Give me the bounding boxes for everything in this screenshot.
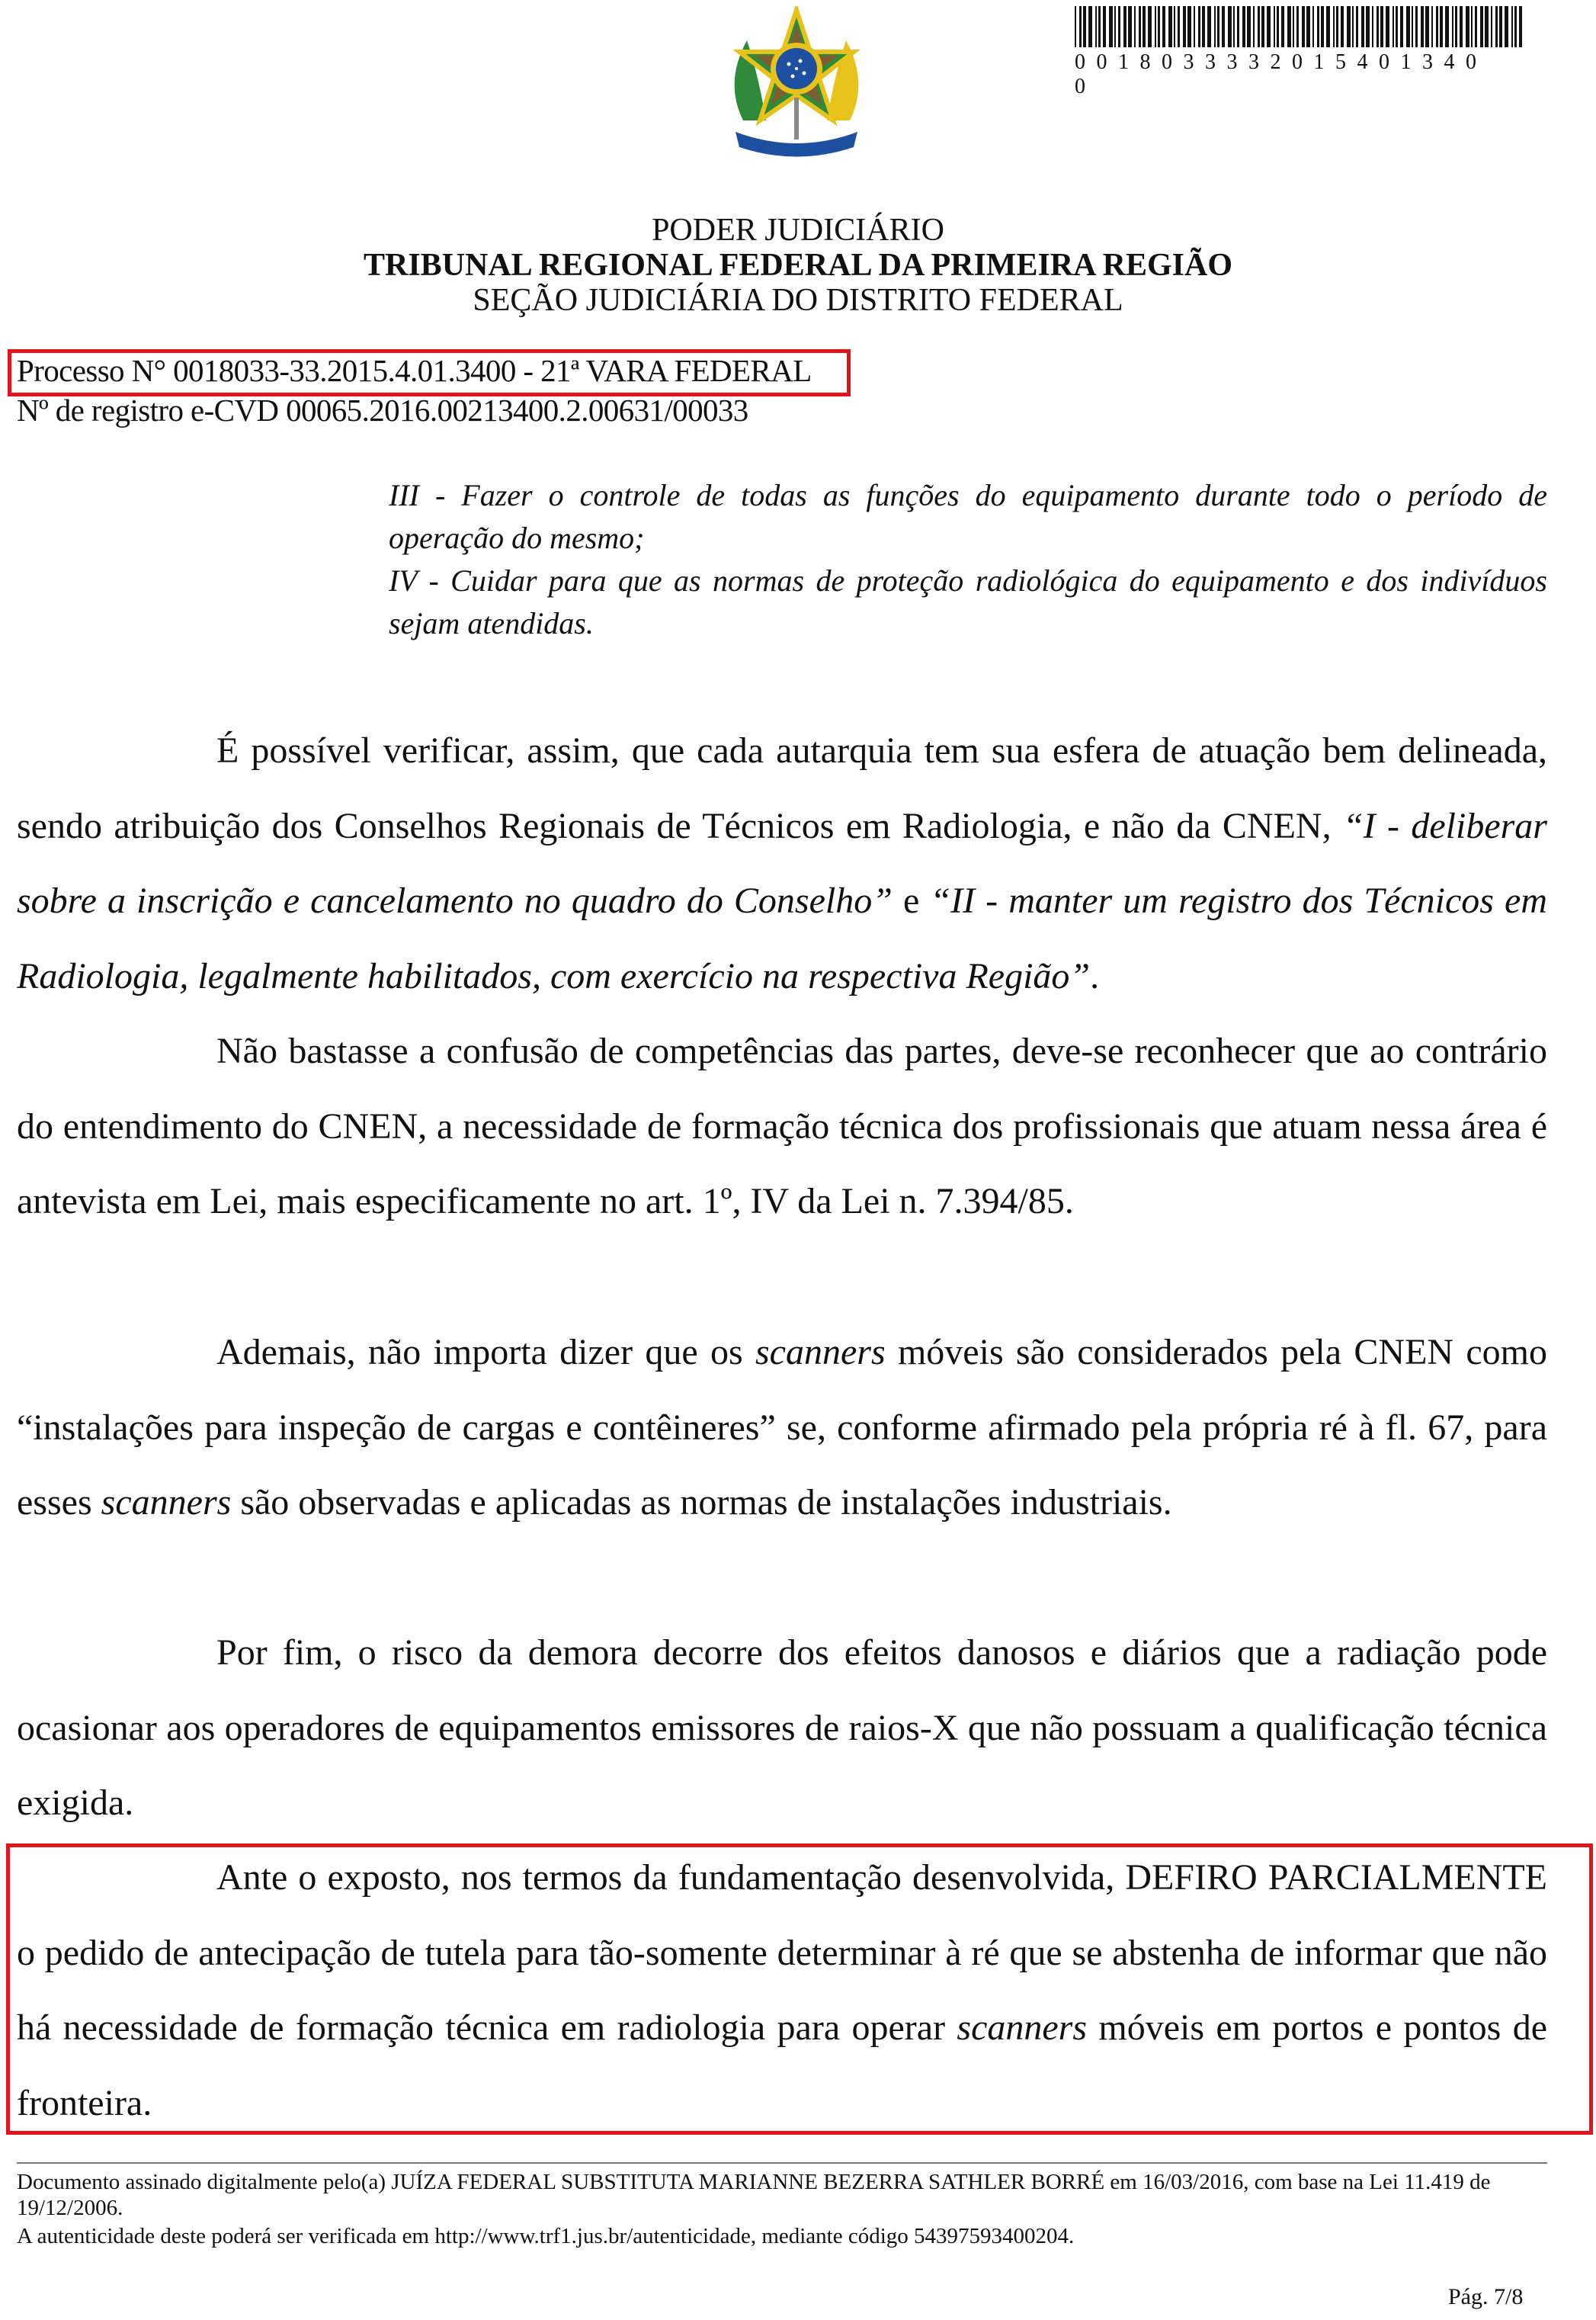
page-number: Pág. 7/8 xyxy=(1448,2284,1524,2309)
footer-signature: Documento assinado digitalmente pelo(a) JUÍZA FEDERAL SUBSTITUTA MARIANNE BEZERRA SATHLER BORRÉ em 16/03/2016, com base na Lei 11.419 de 19/12/2006. xyxy=(17,2170,1491,2220)
barcode-bar xyxy=(1202,6,1205,47)
barcode-bar xyxy=(1380,6,1383,47)
p1-text-c: e xyxy=(892,881,931,921)
barcode-bar xyxy=(1083,6,1086,47)
barcode-bar xyxy=(1436,6,1438,47)
barcode-bar xyxy=(1079,6,1082,47)
p5-text-c: móveis em portos e pontos de fronteira. xyxy=(17,2007,1547,2123)
barcode-bar xyxy=(1460,6,1463,47)
decision-highlight-box xyxy=(6,1843,1593,2135)
barcode-bar xyxy=(1075,6,1076,47)
barcode-bar xyxy=(1455,6,1457,47)
paragraph-scanners xyxy=(17,1315,1547,1541)
barcode-bar xyxy=(1336,6,1338,47)
quote-item-iii: III - Fazer o controle de todas as funções do equipamento durante todo o período de xyxy=(389,478,1547,512)
barcode-bar xyxy=(1178,6,1180,47)
p5-text-a: Ante o exposto, nos termos da fundamentação desenvolvida, DEFIRO PARCIALMENTE o pedido de antecipação de tutela para tão-somente determinar à ré que se abstenha de informar que não há necessidade de formação técnica em radiologia para operar xyxy=(17,1857,1547,2048)
barcode-bar xyxy=(1214,6,1216,47)
barcode-bar xyxy=(1406,6,1410,47)
p1-text-e: . xyxy=(1090,955,1100,996)
header-court-section: SEÇÃO JUDICIÁRIA DO DISTRITO FEDERAL xyxy=(473,283,1123,318)
barcode-bar xyxy=(1415,6,1418,47)
quote-item-iv: IV - Cuidar para que as normas de proteção radiológica do equipamento e dos indivíduos xyxy=(389,563,1547,598)
paragraph-competences xyxy=(17,714,1547,1014)
barcode-bar xyxy=(1155,6,1156,47)
barcode-bar xyxy=(1326,6,1330,47)
barcode-bar xyxy=(1281,6,1284,47)
barcode-bar xyxy=(1321,6,1324,47)
registry-number: Nº de registro e-CVD 00065.2016.00213400.2.00631/00033 xyxy=(17,393,748,428)
barcode-bar xyxy=(1392,6,1394,47)
barcode-bar xyxy=(1421,6,1424,47)
barcode-bar xyxy=(1198,6,1200,47)
barcode-bar xyxy=(1088,6,1092,47)
header-court-name: TRIBUNAL REGIONAL FEDERAL DA PRIMEIRA REGIÃO xyxy=(363,248,1233,283)
p3-text-c: móveis são considerados pela CNEN como “instalações para inspeção de cargas e contêineres” se, conforme afirmado pela própria ré à fl. 67, para esses xyxy=(17,1332,1547,1523)
barcode-bar xyxy=(1128,6,1132,47)
barcode-bar xyxy=(1317,6,1319,47)
barcode-bar xyxy=(1118,6,1120,47)
barcode-bar xyxy=(1356,6,1358,47)
barcode-number: 0018033332015401340 0 xyxy=(1075,50,1488,98)
barcode-bar xyxy=(1237,6,1239,47)
barcode-bar xyxy=(1519,6,1522,47)
barcode-bar xyxy=(1267,6,1271,47)
barcode-bar xyxy=(1222,6,1225,47)
p1-text-a: É possível verificar, assim, que cada autarquia tem sua esfera de atuação bem delineada, sendo atribuição dos Conselhos Regionais de Técnicos em Radiologia, e não da CNEN, xyxy=(17,730,1547,846)
barcode-bar xyxy=(1098,6,1101,47)
quote-item-iii-cont: operação do mesmo; xyxy=(389,521,645,555)
barcode-bar xyxy=(1103,6,1106,47)
barcode-bar xyxy=(1148,6,1152,47)
barcode-bar xyxy=(1366,6,1370,47)
p3-scanners-1: scanners xyxy=(755,1332,886,1372)
barcode-bar xyxy=(1194,6,1195,47)
barcode-bar xyxy=(1187,6,1191,47)
barcode-bar xyxy=(1296,6,1299,47)
barcode-bar xyxy=(1287,6,1291,47)
barcode-bar xyxy=(1352,6,1354,47)
barcode-bar xyxy=(1134,6,1136,47)
barcode-bar xyxy=(1247,6,1251,47)
barcode-bar xyxy=(1475,6,1477,47)
barcode-bar xyxy=(1386,6,1389,47)
barcode-bar xyxy=(1505,6,1508,47)
barcode-bar xyxy=(1445,6,1449,47)
barcode-bar xyxy=(1471,6,1473,47)
barcode-bar xyxy=(1412,6,1413,47)
header-court-power: PODER JUDICIÁRIO xyxy=(652,213,944,248)
process-number: Processo N° 0018033-33.2015.4.01.3400 - 21ª VARA FEDERAL xyxy=(17,353,812,388)
barcode-bar xyxy=(1361,6,1364,47)
footer-authenticity: A autenticidade deste poderá ser verificada em http://www.trf1.jus.br/autenticidade, mediante código 54397593400204. xyxy=(17,2224,1075,2248)
barcode-bar xyxy=(1400,6,1403,47)
barcode-bar xyxy=(1123,6,1126,47)
barcode-bar xyxy=(1466,6,1469,47)
barcode-bar xyxy=(1306,6,1310,47)
p3-text-e: são observadas e aplicadas as normas de instalações industriais. xyxy=(231,1482,1172,1523)
p4-text: Por fim, o risco da demora decorre dos efeitos danosos e diários que a radiação pode ocasionar aos operadores de equipamentos emissores de raios-X que não possuam a qualificação técnica exigida. xyxy=(17,1632,1547,1823)
barcode-bar xyxy=(1376,6,1379,47)
barcode-bar xyxy=(1440,6,1443,47)
barcode-bar xyxy=(1372,6,1373,47)
barcode-bar xyxy=(1258,6,1260,47)
barcode-bar xyxy=(1114,6,1116,47)
paragraph-technical-training xyxy=(17,1014,1547,1240)
barcode-bar xyxy=(1396,6,1398,47)
p1-quote-i: “I - deliberar sobre a inscrição e cancelamento no quadro do Conselho” xyxy=(17,805,1547,921)
barcode-bar xyxy=(1183,6,1186,47)
barcode-bar xyxy=(1207,6,1211,47)
barcode-bar xyxy=(1302,6,1305,47)
barcode-bar xyxy=(1233,6,1235,47)
barcode-bar xyxy=(1425,6,1429,47)
barcode-bar xyxy=(1174,6,1175,47)
quote-item-iv-cont: sejam atendidas. xyxy=(389,606,594,640)
barcode-bar xyxy=(1139,6,1141,47)
coat-of-arms-emblem xyxy=(713,6,880,166)
process-highlight-box xyxy=(8,349,851,396)
barcode-bar xyxy=(1341,6,1344,47)
footer-divider xyxy=(17,2162,1547,2164)
barcode-bar xyxy=(1158,6,1160,47)
barcode-bar xyxy=(1274,6,1275,47)
barcode-bar xyxy=(1095,6,1097,47)
barcode-bar xyxy=(1217,6,1219,47)
barcode-bar xyxy=(1293,6,1294,47)
p5-scanners: scanners xyxy=(957,2007,1088,2048)
barcode-bar xyxy=(1277,6,1279,47)
barcode-bar xyxy=(1261,6,1264,47)
barcode-bar xyxy=(1485,6,1489,47)
p3-text-a: Ademais, não importa dizer que os xyxy=(216,1332,755,1372)
p3-scanners-2: scanners xyxy=(101,1482,232,1523)
barcode-bar xyxy=(1253,6,1255,47)
paragraph-risk xyxy=(17,1616,1547,1841)
barcode-bar xyxy=(1499,6,1502,47)
barcode-bar xyxy=(1143,6,1146,47)
barcode-bar xyxy=(1109,6,1113,47)
barcode-bar xyxy=(1162,6,1165,47)
barcode-bar xyxy=(1511,6,1513,47)
barcode xyxy=(1075,6,1524,47)
barcode-bar xyxy=(1452,6,1453,47)
p1-quote-ii: “II - manter um registro dos Técnicos em Radiologia, legalmente habilitados, com exercício na respectiva Região” xyxy=(17,881,1547,996)
barcode-bar xyxy=(1347,6,1351,47)
barcode-bar xyxy=(1514,6,1517,47)
barcode-bar xyxy=(1333,6,1335,47)
p2-text: Não bastasse a confusão de competências das partes, deve-se reconhecer que ao contrário do entendimento do CNEN, a necessidade de formação técnica dos profissionais que atuam nessa área é antevista em Lei, mais especificamente no art. 1º, IV da Lei n. 7.394/85. xyxy=(17,1031,1547,1221)
barcode-bar xyxy=(1431,6,1433,47)
barcode-bar xyxy=(1312,6,1314,47)
barcode-bar xyxy=(1168,6,1172,47)
barcode-bar xyxy=(1480,6,1483,47)
barcode-bar xyxy=(1495,6,1498,47)
barcode-bar xyxy=(1228,6,1232,47)
barcode-bar xyxy=(1242,6,1245,47)
barcode-bar xyxy=(1491,6,1492,47)
